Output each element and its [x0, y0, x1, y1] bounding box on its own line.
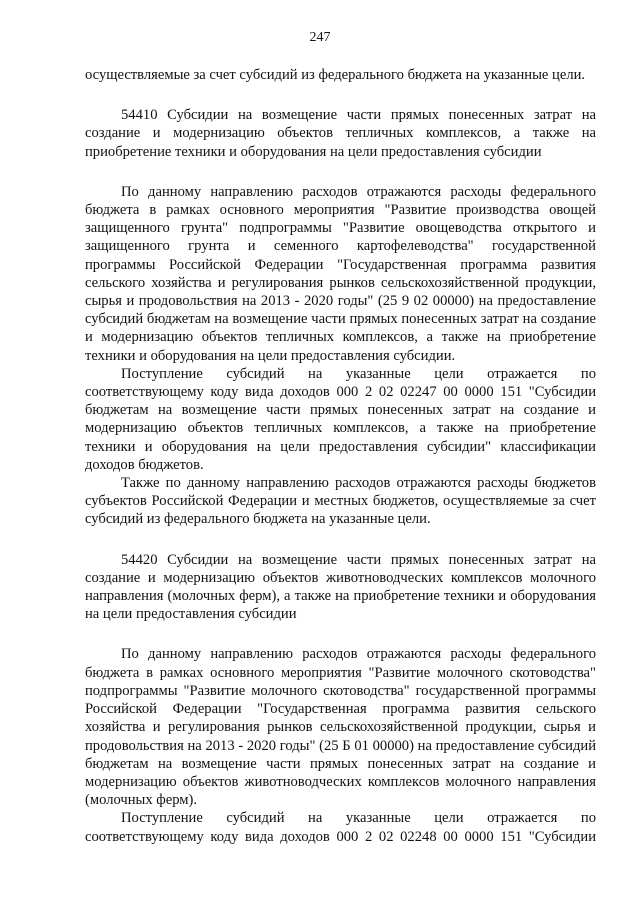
page-number: 247 — [309, 30, 331, 45]
document-body — [85, 66, 596, 846]
paragraph-continuation: осуществляемые за счет субсидий из федерального бюджета на указанные цели. — [85, 67, 586, 83]
paragraph-revenue-54420: Поступление субсидий на указанные цели отражается по соответствующему коду вида доходов 000 2 02 02248 00 0000 151 "Субсидии — [85, 810, 596, 845]
section-heading-54420: 54420 Субсидии на возмещение части прямых понесенных затрат на создание и модернизацию объектов животноводческих комплексов молочного направления (молочных ферм), а также на приобретение техники и оборудования на цели предоставления субсидии — [85, 551, 596, 623]
paragraph-revenue-54410: Поступление субсидий на указанные цели отражается по соответствующему коду вида доходов 000 2 02 02247 00 0000 151 "Субсидии бюджетам на возмещение части прямых понесенных затрат на создание и модернизацию объектов тепличных комплексов, а также на приобретение техники и оборудования на цели предоставления субсидии" классификации доходов бюджетов. — [85, 365, 596, 473]
paragraph-regional-54410: Также по данному направлению расходов отражаются расходы бюджетов субъектов Российской Федерации и местных бюджетов, осуществляемые за счет субсидий из федерального бюджета на указанные цели. — [85, 475, 596, 528]
section-heading-54410: 54410 Субсидии на возмещение части прямых понесенных затрат на создание и модернизацию объектов тепличных комплексов, а также на приобретение техники и оборудования на цели предоставления субсидии — [85, 107, 596, 160]
paragraph-expenses-54410: По данному направлению расходов отражаются расходы федерального бюджета в рамках основного мероприятия "Развитие производства овощей защищенного грунта" подпрограммы "Развитие овощеводства открытого и защищенного грунта и семенного картофелеводства" государственной программы Российской Федерации "Государственная программа развития сельского хозяйства и регулирования рынков сельскохозяйственной продукции, сырья и продовольствия на 2013 - 2020 годы" (25 9 02 00000) на предоставление субсидий бюджетам на возмещение части прямых понесенных затрат на создание и модернизацию объектов тепличных комплексов, а также на приобретение техники и оборудования на цели предоставления субсидии. — [85, 183, 596, 364]
paragraph-expenses-54420: По данному направлению расходов отражаются расходы федерального бюджета в рамках основного мероприятия "Развитие молочного скотоводства" подпрограммы "Развитие молочного скотоводства" государственной программы Российской Федерации "Государственная программа развития сельского хозяйства и регулирования рынков сельскохозяйственной продукции, сырья и продовольствия на 2013 - 2020 годы" (25 Б 01 00000) на предоставление субсидий бюджетам на возмещение части прямых понесенных затрат на создание и модернизацию объектов животноводческих комплексов молочного направления (молочных ферм). — [85, 646, 596, 809]
